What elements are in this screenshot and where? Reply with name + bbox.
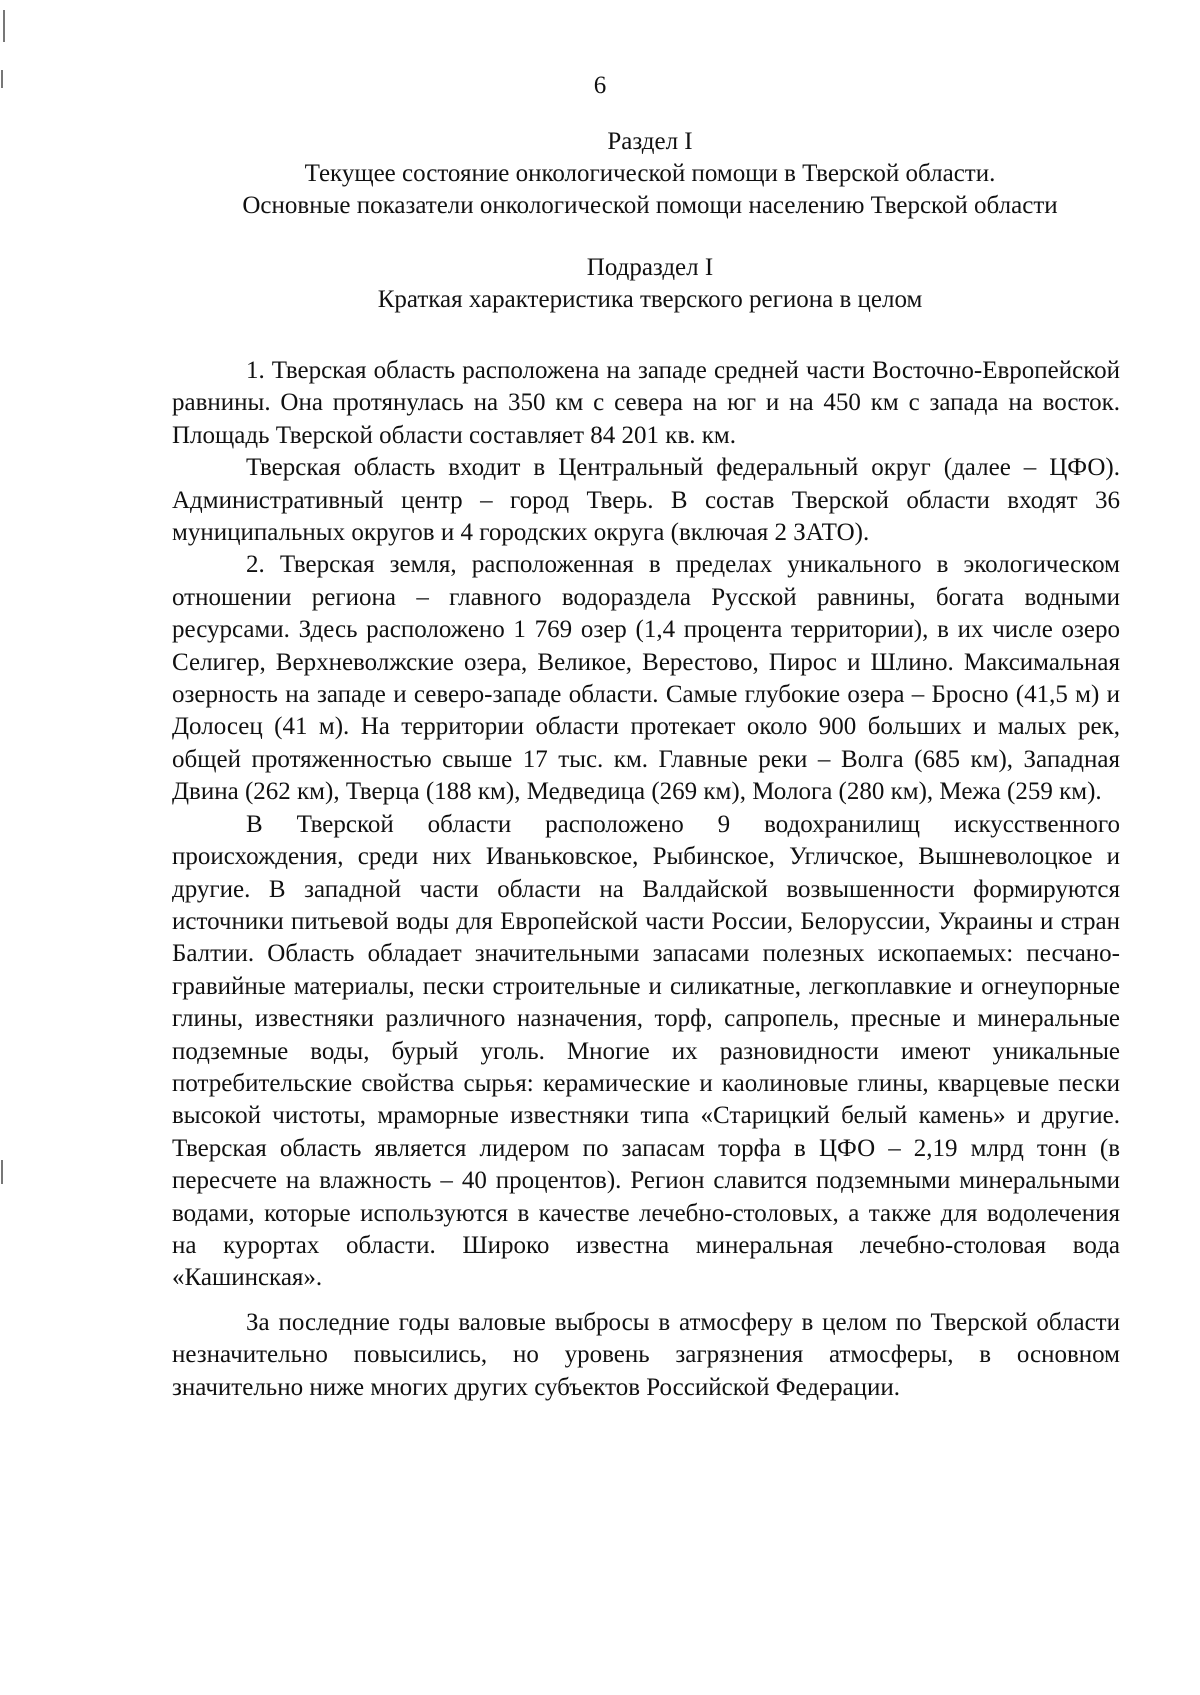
section-label: Раздел I (607, 128, 693, 155)
section-title-line-1: Текущее состояние онкологической помощи в Тверской области. (304, 160, 996, 187)
paragraph-location: 1. Тверская область расположена на западе средней части Восточно-Европейской равнины. Она протянулась на 350 км с севера на юг и на 450 км с запада на восток. Площадь Тверской области составляет 84 201 кв. км. (172, 357, 1120, 449)
subsection-heading (150, 252, 1150, 316)
body-text (172, 355, 1120, 1404)
paragraph-water-resources: 2. Тверская земля, расположенная в пределах уникального в экологическом отношении региона – главного водораздела Русской равнины, богата водными ресурсами. Здесь расположено 1 769 озер (1,4 процента территории), в их числе озеро Селигер, Верхневолжские озера, Великое, Верестово, Пирос и Шлино. Максимальная озерность на западе и северо-западе области. Самые глубокие озера – Бросно (41,5 м) и Долосец (41 м). На территории области протекает около 900 больших и малых рек, общей протяженностью свыше 17 тыс. км. Главные реки – Волга (685 км), Западная Двина (262 км), Тверца (188 км), Медведица (269 км), Молога (280 км), Межа (259 км). (172, 551, 1120, 806)
paragraph-administrative: Тверская область входит в Центральный федеральный округ (далее – ЦФО). Административный центр – город Тверь. В состав Тверской области входят 36 муниципальных округов и 4 городских округа (включая 2 ЗАТО). (172, 454, 1120, 547)
paragraph-atmosphere: За последние годы валовые выбросы в атмосферу в целом по Тверской области незначительно повысились, но уровень загрязнения атмосферы, в основном значительно ниже многих других субъектов Российской Федерации. (172, 1308, 1120, 1401)
subsection-label: Подраздел I (586, 254, 714, 281)
subsection-title: Краткая характеристика тверского региона в целом (377, 286, 923, 313)
scan-edge-mark (3, 10, 5, 42)
page-number: 6 (593, 72, 607, 99)
section-heading (150, 126, 1150, 222)
section-title-line-2: Основные показатели онкологической помощи населению Тверской области (242, 192, 1058, 219)
scan-edge-mark (1, 1160, 3, 1184)
paragraph-reservoirs-minerals: В Тверской области расположено 9 водохранилищ искусственного происхождения, среди них Иваньковское, Рыбинское, Угличское, Вышневолоцкое и другие. В западной части области на Валдайской возвышенности формируются источники питьевой воды для Европейской части России, Белоруссии, Украины и стран Балтии. Область обладает значительными запасами полезных ископаемых: песчано-гравийные материалы, пески строительные и силикатные, легкоплавкие и огнеупорные глины, известняки различного назначения, торф, сапропель, пресные и минеральные подземные воды, бурый уголь. Многие их разновидности имеют уникальные потребительские свойства сырья: керамические и каолиновые глины, кварцевые пески высокой чистоты, мраморные известняки типа «Старицкий белый камень» и другие. Тверская область является лидером по запасам торфа в ЦФО – 2,19 млрд тонн (в пересчете на влажность – 40 процентов). Регион славится подземными минеральными водами, которые используются в качестве лечебно-столовых, а также для водолечения на курортах области. Широко известна минеральная лечебно-столовая вода «Кашинская». (172, 810, 1120, 1292)
